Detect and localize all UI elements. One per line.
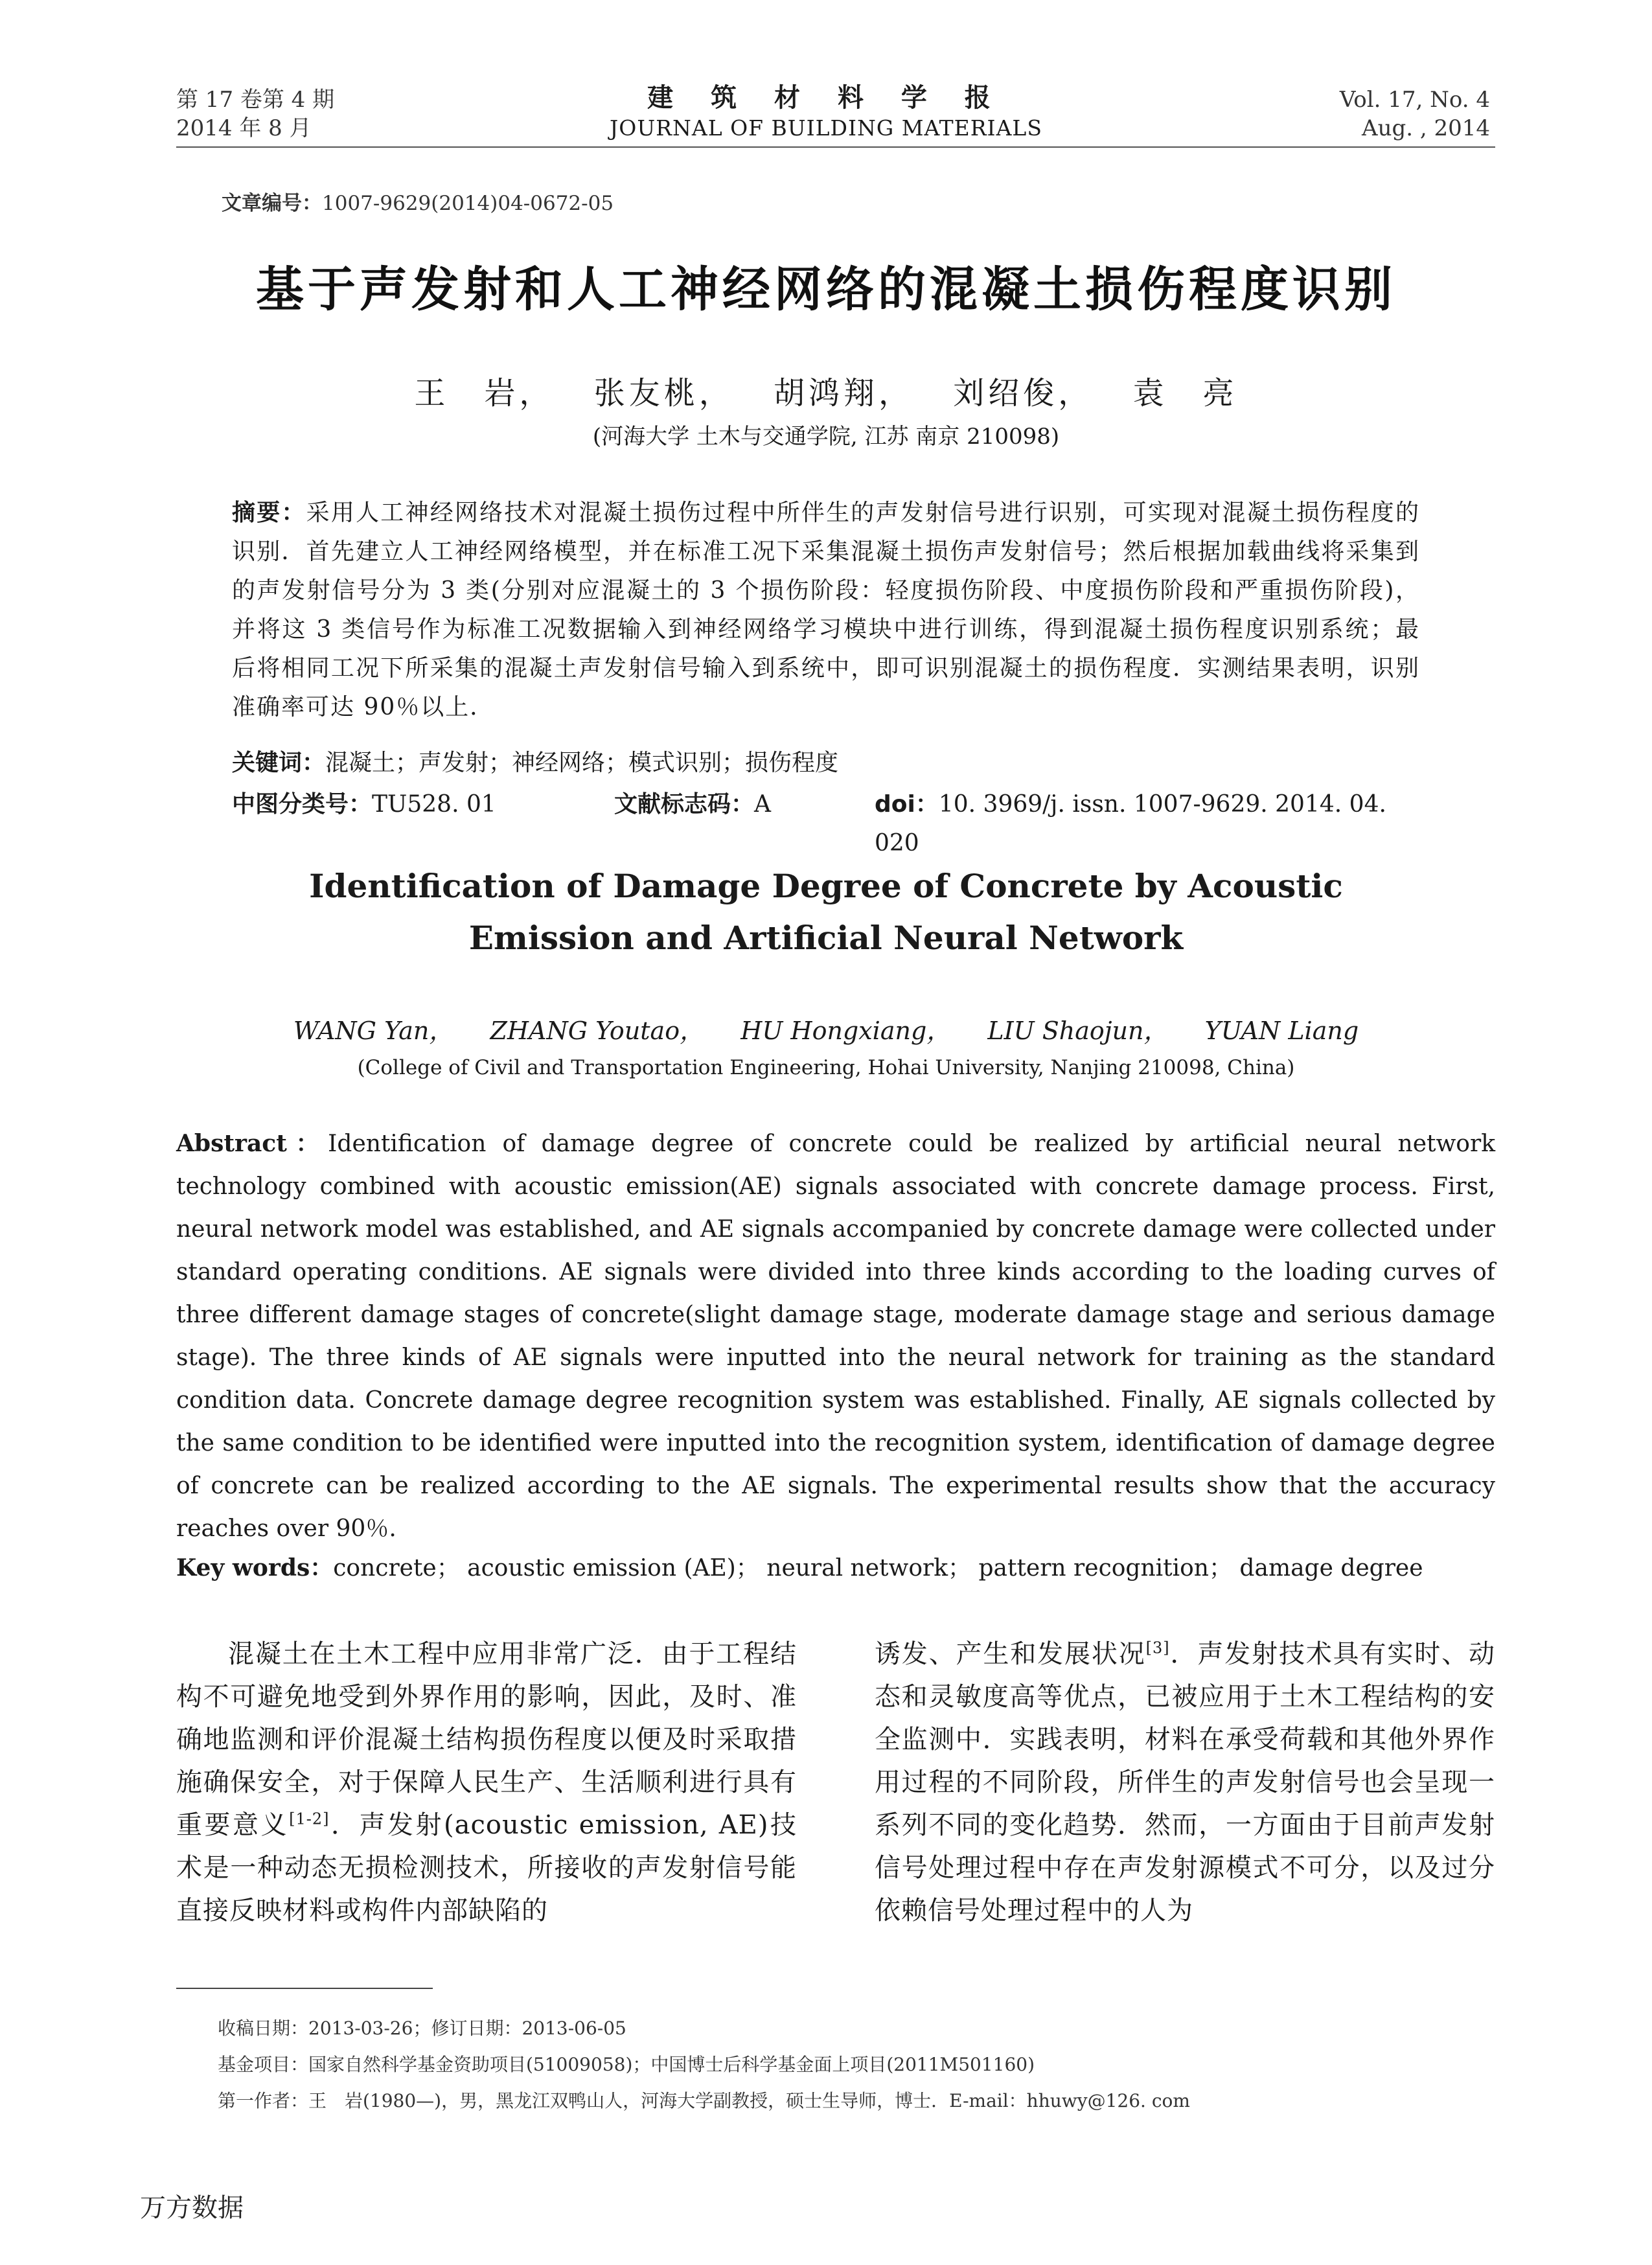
volume-en: Vol. 17, No. 4 [1339,87,1490,113]
watermark: 万方数据 [140,2193,244,2223]
doc-code-value: A [754,791,772,818]
footnote-fund: 基金项目：国家自然科学基金资助项目(51009058)；中国博士后科学基金面上项目(2011M501160) [218,2054,1035,2075]
date-en: Aug. , 2014 [1362,115,1490,141]
keywords-en [176,1548,1495,1588]
title-en-line: Emission and Artificial Neural Network [468,919,1184,957]
body-column-right [875,1633,1495,1932]
affiliation-cn: (河海大学 土木与交通学院, 江苏 南京 210098) [592,424,1060,450]
body-column-left [176,1633,797,1932]
body-text: ．声发射技术具有实时、动态和灵敏度高等优点，已被应用于土木工程结构的安全监测中．实践表明，材料在承受荷载和其他外界作用过程的不同阶段，所伴生的声发射信号也会呈现一系列不同的变化趋势．然而，一方面由于目前声发射信号处理过程中存在声发射源模式不可分，以及过分依赖信号处理过程中的人为 [875,1639,1496,1926]
journal-title-en: JOURNAL OF BUILDING MATERIALS [610,115,1042,141]
abstract-en-label: Abstract： [176,1130,328,1157]
abstract-en [176,1122,1495,1550]
author-cn: 胡鸿翔， [773,375,913,411]
clc-label: 中图分类号： [232,791,373,818]
keywords-cn [232,744,1420,783]
footnote-received: 收稿日期：2013-03-26；修订日期：2013-06-05 [218,2018,626,2039]
article-number-value: 1007-9629(2014)04-0672-05 [322,192,614,215]
author-cn: 袁 亮 [1132,375,1238,411]
keywords-en-label: Key words： [176,1554,334,1581]
keywords-cn-text: 混凝土；声发射；神经网络；模式识别；损伤程度 [325,750,839,776]
affiliation-en: (College of Civil and Transportation Engineering, Hohai University, Nanjing 210098, China) [357,1056,1295,1079]
title-en [0,860,1652,964]
abstract-cn [232,494,1420,727]
header-rule [176,146,1495,148]
clc-value: TU528. 01 [372,791,496,818]
classification-row [232,785,1420,857]
authors-cn [0,368,1652,413]
author-en: WANG Yan， [293,1017,454,1045]
title-cn: 基于声发射和人工神经网络的混凝土损伤程度识别 [256,262,1396,317]
title-en-line: Identification of Damage Degree of Concrete by Acoustic [309,867,1343,905]
keywords-en-text: concrete； acoustic emission (AE)； neural network； pattern recognition； damage degree [333,1555,1423,1581]
date-cn: 2014 年 8 月 [176,115,312,141]
authors-en [0,1011,1652,1046]
abstract-cn-label: 摘要： [232,500,306,526]
body-text: ．声发射(acoustic emission, AE)技术是一种动态无损检测技术，所接收的声发射信号能直接反映材料或构件内部缺陷的 [176,1810,797,1926]
author-en: YUAN Liang [1204,1017,1359,1045]
body-text: 混凝土在土木工程中应用非常广泛．由于工程结构不可避免地受到外界作用的影响，因此，及时、准确地监测和评价混凝土结构损伤程度以便及时采取措施确保安全，对于保障人民生产、生活顺利进行具有重要意义 [176,1639,797,1840]
author-cn: 王 岩， [414,375,555,411]
author-cn: 张友桃， [593,375,734,411]
article-number-label: 文章编号： [222,192,322,215]
abstract-en-text: Identification of damage degree of concrete could be realized by artificial neural network technology combined with acoustic emission(AE) signals associated with concrete damage process. First, neural network model was established, and AE signals accompanied by concrete damage were collected under standard operating conditions. AE signals were divided into three kinds according to the loading curves of three different damage stages of concrete(slight damage stage, moderate damage stage and serious damage stage). The three kinds of AE signals were inputted into the neural network for training as the standard condition data. Concrete damage degree recognition system was established. Finally, AE signals collected by the same condition to be identified were inputted into the recognition system, identification of damage degree of concrete can be realized according to the AE signals. The experimental results show that the accuracy reaches over 90％. [176,1131,1496,1542]
body-text: 诱发、产生和发展状况 [875,1639,1146,1669]
doi-label: doi： [875,791,939,818]
issue-cn: 第 17 卷第 4 期 [176,87,335,113]
keywords-cn-label: 关键词： [232,750,326,776]
doi-value: 10. 3969/j. issn. 1007-9629. 2014. 04. 020 [875,791,1386,857]
author-en: ZHANG Youtao， [490,1017,705,1045]
author-en: LIU Shaojun， [987,1017,1169,1045]
abstract-cn-text: 采用人工神经网络技术对混凝土损伤过程中所伴生的声发射信号进行识别，可实现对混凝土损伤程度的识别．首先建立人工神经网络模型，并在标准工况下采集混凝土损伤声发射信号；然后根据加载曲线将采集到的声发射信号分为 3 类(分别对应混凝土的 3 个损伤阶段：轻度损伤阶段、中度损伤阶段和严重损伤阶段)，并将这 3 类信号作为标准工况数据输入到神经网络学习模块中进行训练，得到混凝土损伤程度识别系统；最后将相同工况下所采集的混凝土声发射信号输入到系统中，即可识别混凝土的损伤程度．实测结果表明，识别准确率可达 90％以上． [232,500,1420,720]
citation-ref[interactable]: [1-2] [289,1810,330,1828]
citation-ref[interactable]: [3] [1145,1638,1170,1657]
author-en: HU Hongxiang， [740,1017,952,1045]
running-header-right [1340,86,1490,143]
author-cn: 刘绍俊， [953,375,1094,411]
footnote-rule [176,1988,433,1989]
article-number [222,187,614,216]
footnote-author: 第一作者：王 岩(1980—)，男，黑龙江双鸭山人，河海大学副教授，硕士生导师，博士．E-mail：hhuwy@126. com [218,2090,1190,2111]
journal-title-cn: 建 筑 材 料 学 报 [647,83,1005,113]
doc-code-label: 文献标志码： [614,791,755,818]
